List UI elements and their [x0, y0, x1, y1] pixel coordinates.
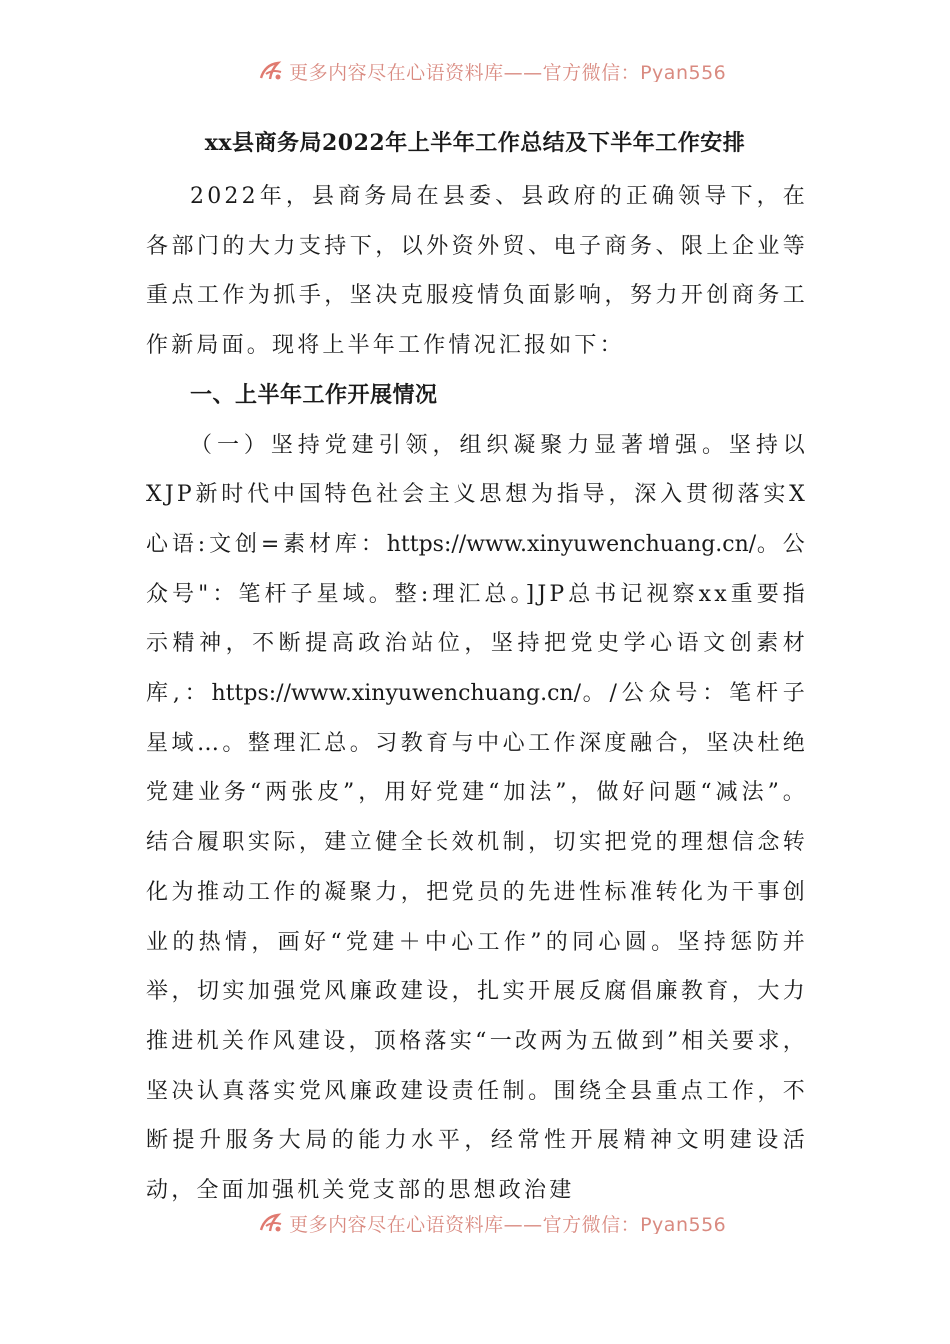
- paragraph-text-part-1: （一）坚持党建引领，组织凝聚力显著增强。坚持以XJP新时代中国特色社会主义思想为指导，深入贯彻落实X心语:文创=素材库：: [146, 432, 808, 557]
- banner-text: 更多内容尽在心语资料库——官方微信：Pyan556: [289, 62, 727, 82]
- intro-paragraph: 2022年，县商务局在县委、县政府的正确领导下，在各部门的大力支持下，以外资外贸、电子商务、限上企业等重点工作为抓手，坚决克服疫情负面影响，努力开创商务工作新局面。现将上半年工作情况汇报如下：: [146, 184, 808, 359]
- page-title: xx县商务局2022年上半年工作总结及下半年工作安排: [204, 130, 746, 156]
- document-body: [146, 172, 808, 1216]
- footer-watermark-banner: [258, 1208, 778, 1234]
- section-heading: 一、上半年工作开展情况: [190, 382, 438, 408]
- paragraph-text-part-3: 。/公众号：笔杆子星域…。整理汇总。习教育与中心工作深度融合，坚决杜绝党建业务“两张皮”，用好党建“加法”，做好问题“减法”。结合履职实际，建立健全长效机制，切实把党的理想信念转化为推动工作的凝聚力，把党员的先进性标准转化为干事创业的热情，画好“党建＋中心工作”的同心圆。坚持惩防并举，切实加强党风廉政建设，扎实开展反腐倡廉教育，大力推进机关作风建设，顶格落实“一改两为五做到”相关要求，坚决认真落实党风廉政建设责任制。围绕全县重点工作，不断提升服务大局的能力水平，经常性开展精神文明建设活动，全面加强机关党支部的思想政治建: [146, 681, 808, 1204]
- website-url: https://www.xinyuwenchuang.cn/: [211, 681, 582, 707]
- logo-icon: [258, 60, 284, 82]
- website-url: https://www.xinyuwenchuang.cn/: [386, 531, 757, 557]
- body-paragraph: [146, 421, 808, 1216]
- banner-text: 更多内容尽在心语资料库——官方微信：Pyan556: [289, 1214, 727, 1234]
- logo-icon: [258, 1212, 284, 1234]
- header-watermark-banner: [258, 56, 778, 82]
- paragraph-text-part-2: 。公众号"：笔杆子星域。整:理汇总。]JP总书记视察xx重要指示精神，不断提高政治站位，坚持把党史学心语文创素材库,：: [146, 531, 808, 707]
